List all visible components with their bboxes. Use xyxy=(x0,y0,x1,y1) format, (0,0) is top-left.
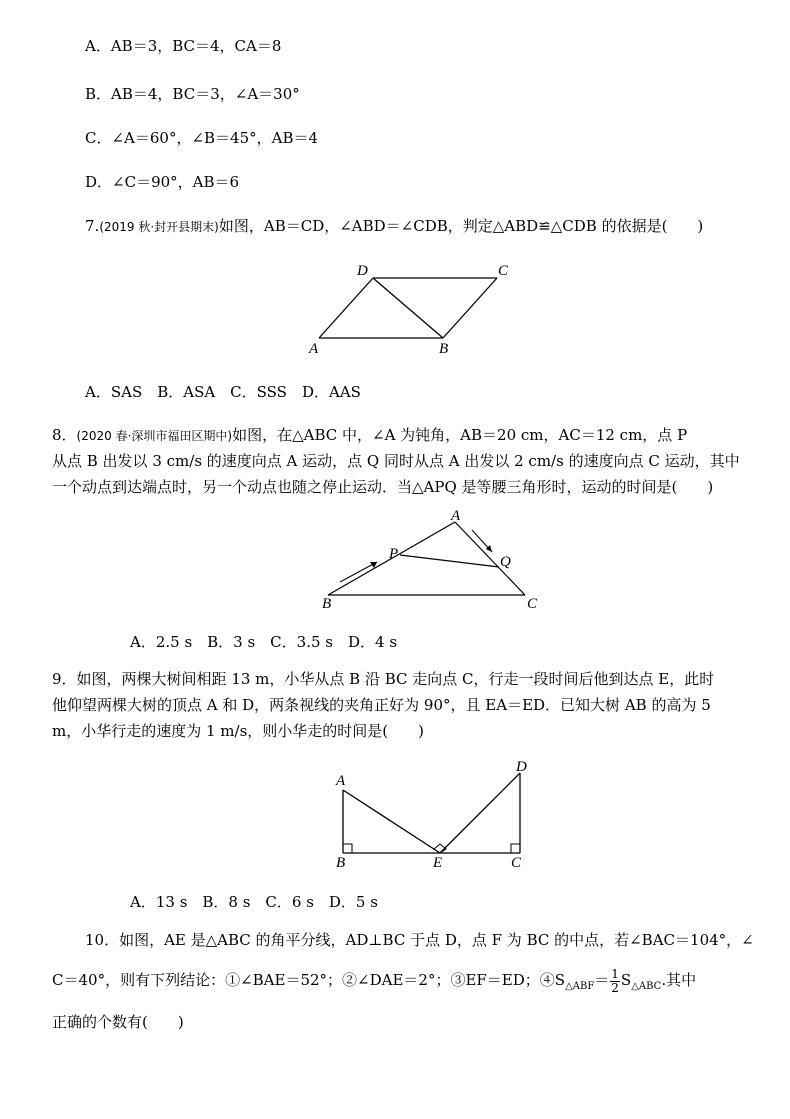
q10-text-2b: .其中 xyxy=(661,971,697,989)
q9-label-e: E xyxy=(433,855,443,871)
q9-stem-line3: m，小华行走的速度为 1 m/s，则小华走的时间是( ) xyxy=(52,722,424,740)
q8-label-c: C xyxy=(527,596,538,612)
q7-figure xyxy=(305,258,515,358)
q8-number: 8． xyxy=(52,426,77,444)
q8-source: (2020 春·深圳市福田区期中) xyxy=(76,429,233,443)
q8-stem-line2: 从点 B 出发以 3 cm/s 的速度向点 A 运动，点 Q 同时从点 A 出发以 2 cm/s 的速度向点 C 运动，其中 xyxy=(52,452,740,470)
q8-options: A．2.5 s B．3 s C．3.5 s D．4 s xyxy=(130,633,398,651)
q8-stem-line3: 一个动点到达端点时，另一个动点也随之停止运动．当△APQ 是等腰三角形时，运动的时间是( ) xyxy=(52,478,714,496)
q7-label-d: D xyxy=(357,263,368,279)
q7-text: 如图，AB＝CD，∠ABD＝∠CDB，判定△ABD≌△CDB 的依据是( ) xyxy=(218,217,704,235)
q7-source: (2019 秋·封开县期末) xyxy=(99,220,219,234)
q9-figure xyxy=(330,755,540,875)
q10-sub-abc: △ABC xyxy=(631,981,662,992)
q7-label-c: C xyxy=(498,263,509,279)
q9-stem-line1: 9．如图，两棵大树间相距 13 m，小华从点 B 沿 BC 走向点 C，行走一段时间后他到达点 E，此时 xyxy=(52,670,715,688)
q8-text-1: 如图，在△ABC 中，∠A 为钝角，AB＝20 cm，AC＝12 cm，点 P xyxy=(232,426,688,444)
q7-label-b: B xyxy=(439,341,449,357)
q7-options: A．SAS B．ASA C．SSS D．AAS xyxy=(85,383,361,401)
q8-label-b: B xyxy=(322,596,332,612)
q9-label-c: C xyxy=(511,855,522,871)
q10-fraction xyxy=(610,968,620,995)
q9-label-b: B xyxy=(336,855,346,871)
q10-eq: ＝ xyxy=(594,971,610,989)
q10-text-2a: C＝40°，则有下列结论：①∠BAE＝52°；②∠DAE＝2°；③EF＝ED；④S xyxy=(52,971,566,989)
q7-label-a: A xyxy=(309,341,319,357)
q10-stem-line3: 正确的个数有( ) xyxy=(52,1013,184,1031)
q9-stem-line2: 他仰望两棵大树的顶点 A 和 D，两条视线的夹角正好为 90°，且 EA＝ED．已知大树 AB 的高为 5 xyxy=(52,696,711,714)
q7-number: 7. xyxy=(85,217,100,235)
q10-stem-line2 xyxy=(52,962,696,1005)
q10-frac-num: 1 xyxy=(611,966,619,981)
q6-option-b: B．AB＝4，BC＝3，∠A＝30° xyxy=(85,85,300,103)
q9-options: A．13 s B．8 s C．6 s D．5 s xyxy=(130,893,378,911)
q9-label-a: A xyxy=(336,773,346,789)
q6-option-a: A．AB＝3，BC＝4，CA＝8 xyxy=(85,37,282,55)
q6-option-c: C．∠A＝60°，∠B＝45°，AB＝4 xyxy=(85,129,319,147)
q8-label-q: Q xyxy=(500,554,511,570)
q8-label-p: P xyxy=(389,546,399,562)
q8-label-a: A xyxy=(451,508,461,524)
q9-label-d: D xyxy=(516,759,527,775)
q6-option-d: D．∠C＝90°，AB＝6 xyxy=(85,173,240,191)
q7-stem xyxy=(85,216,703,237)
q10-sub-abf: △ABF xyxy=(565,981,595,992)
q10-frac-den: 2 xyxy=(611,980,619,995)
q10-s: S xyxy=(620,971,632,989)
q8-stem-line1 xyxy=(52,425,687,446)
q8-figure xyxy=(320,510,545,615)
q10-stem-line1: 10．如图，AE 是△ABC 的角平分线，AD⊥BC 于点 D，点 F 为 BC 的中点，若∠BAC＝104°，∠ xyxy=(85,931,754,949)
